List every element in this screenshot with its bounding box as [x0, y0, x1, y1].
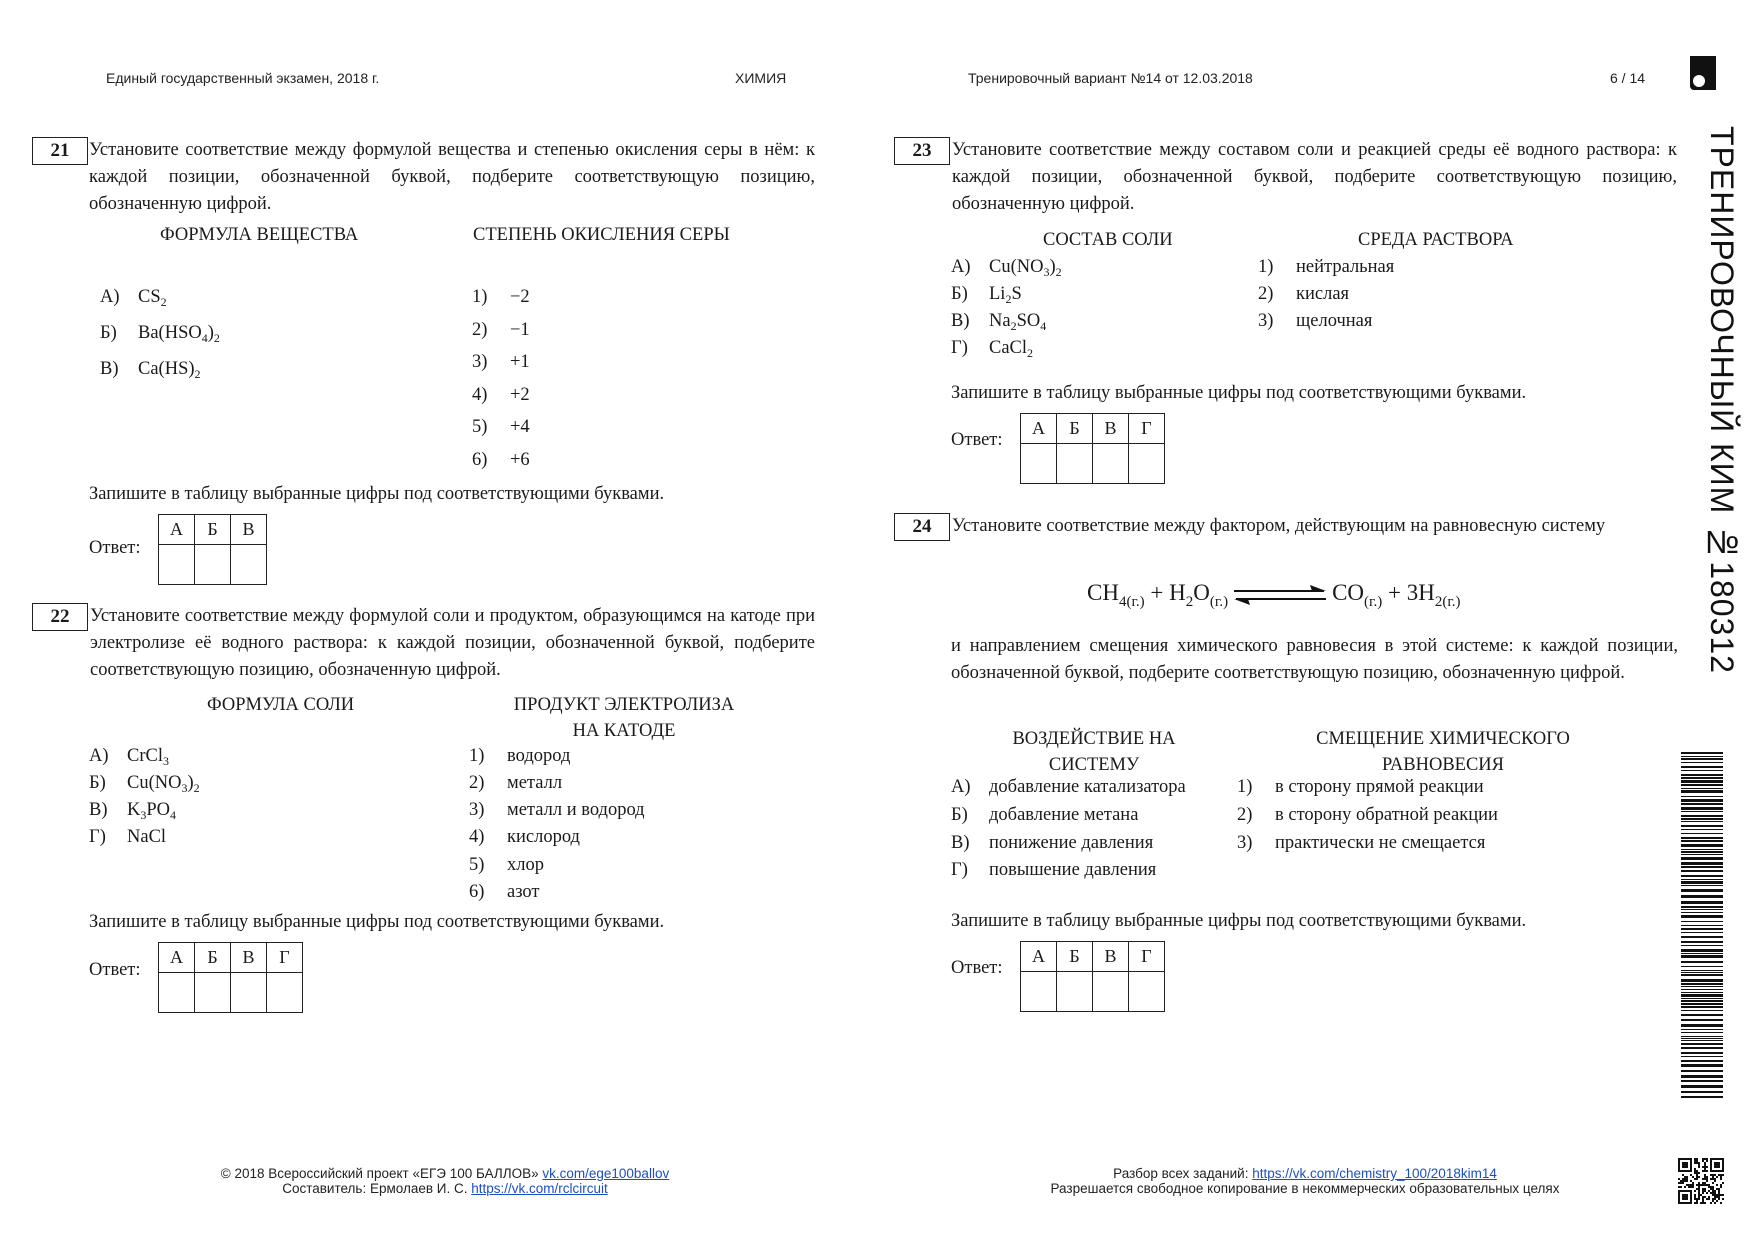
answer-column-head: Г [267, 943, 303, 973]
qr-code-icon [1678, 1158, 1724, 1204]
letter-option: А) $CS_2$ [100, 287, 167, 309]
answer-column-head: Б [1057, 414, 1093, 444]
task-text: Установите соответствие между формулой соли и продуктом, образующимся на катоде при электролизе её водного раствора: к каждой позиции, обозначенной буквой, подберите соответствующую позицию, обозначенную цифрой. [90, 606, 815, 680]
letter-option: Б) $Li_2S$ [951, 284, 1022, 306]
header-subject: ХИМИЯ [735, 70, 787, 86]
task-number: 22 [32, 603, 88, 631]
instruction-text: Запишите в таблицу выбранные цифры под соответствующими буквами. [89, 484, 665, 504]
answer-table [1020, 941, 1165, 1012]
number-option: 4) кислород [469, 827, 580, 847]
left-column-head: СОСТАВ СОЛИ [1043, 230, 1173, 250]
answer-cell[interactable] [159, 545, 195, 585]
answer-label: Ответ: [951, 958, 1003, 978]
footer-right [1020, 1166, 1590, 1196]
task-number: 23 [894, 137, 950, 165]
instruction-text: Запишите в таблицу выбранные цифры под соответствующими буквами. [951, 383, 1527, 403]
number-option: 3) металл и водород [469, 800, 645, 820]
answer-column-head: В [231, 515, 267, 545]
number-option: 1) водород [469, 746, 571, 766]
footer-link-group[interactable]: vk.com/ege100ballov [542, 1166, 670, 1181]
answer-column-head: Б [1057, 942, 1093, 972]
answer-cell[interactable] [267, 973, 303, 1013]
instruction-text: Запишите в таблицу выбранные цифры под соответствующими буквами. [951, 911, 1527, 931]
right-column-head: ПРОДУКТ ЭЛЕКТРОЛИЗА НА КАТОДЕ [513, 695, 735, 741]
number-option: 2) в сторону обратной реакции [1237, 805, 1498, 825]
answer-cell[interactable] [1129, 444, 1165, 484]
footer-analysis-label: Разбор всех заданий: [1113, 1166, 1249, 1181]
side-title: ТРЕНИРОВОЧНЫЙ КИМ №180312 [1704, 126, 1740, 674]
barcode-icon [1681, 752, 1723, 1100]
answer-cell[interactable] [231, 545, 267, 585]
answer-column-head: В [1093, 942, 1129, 972]
answer-column-head: Г [1129, 414, 1165, 444]
answer-table [158, 942, 303, 1013]
answer-table [158, 514, 267, 585]
task-text: Установите соответствие между составом соли и реакцией среды её водного раствора: к каждой позиции, обозначенной буквой, подберите соответствующую позицию, обозначенную цифрой. [952, 140, 1677, 214]
answer-column-head: Г [1129, 942, 1165, 972]
letter-option: В) понижение давления [951, 833, 1154, 853]
header-exam: Единый государственный экзамен, 2018 г. [106, 70, 380, 86]
answer-cell[interactable] [1093, 444, 1129, 484]
answer-cell[interactable] [195, 973, 231, 1013]
task-number: 21 [32, 137, 88, 165]
letter-option: Б) $Cu(NO_3)_2$ [89, 773, 200, 795]
answer-column-head: В [231, 943, 267, 973]
right-column-head: СРЕДА РАСТВОРА [1358, 230, 1514, 250]
footer-copyright: © 2018 Всероссийский проект «ЕГЭ 100 БАЛЛОВ» [220, 1166, 539, 1181]
footer-link-author[interactable]: https://vk.com/rclcircuit [471, 1181, 608, 1196]
footer-author: Составитель: Ермолаев И. С. [282, 1181, 468, 1196]
task-number: 24 [894, 513, 950, 541]
number-option: 1) в сторону прямой реакции [1237, 777, 1484, 797]
right-column-head: СТЕПЕНЬ ОКИСЛЕНИЯ СЕРЫ [473, 225, 730, 245]
corner-marker-icon [1690, 56, 1716, 90]
number-option: 6) +6 [472, 450, 530, 470]
answer-cell[interactable] [159, 973, 195, 1013]
answer-column-head: Б [195, 515, 231, 545]
letter-option: Г) CaCl$_2$ [951, 338, 1034, 360]
answer-cell[interactable] [1021, 444, 1057, 484]
letter-option: В) $K_3PO_4$ [89, 800, 177, 822]
number-option: 5) +4 [472, 417, 530, 437]
chemical-equation: $CH_{4(г.)} + H_2O_{(г.)}$ $CO_{(г.)} + 3H_{2(г.)}$ [1087, 580, 1461, 610]
answer-column-head: А [1021, 414, 1057, 444]
task-text: Установите соответствие между формулой вещества и степенью окисления серы в нём: к каждой позиции, обозначенной буквой, подберите соответствующую позицию, обозначенную цифрой. [89, 140, 815, 214]
header-page-number: 6 / 14 [1610, 70, 1646, 86]
answer-label: Ответ: [89, 960, 141, 980]
number-option: 3) щелочная [1258, 311, 1373, 331]
number-option: 2) −1 [472, 320, 530, 340]
answer-column-head: Б [195, 943, 231, 973]
answer-label: Ответ: [89, 538, 141, 558]
instruction-text: Запишите в таблицу выбранные цифры под соответствующими буквами. [89, 912, 665, 932]
letter-option: А) добавление катализатора [951, 777, 1186, 797]
answer-cell[interactable] [195, 545, 231, 585]
answer-table [1020, 413, 1165, 484]
footer-link-analysis[interactable]: https://vk.com/chemistry_100/2018kim14 [1252, 1166, 1497, 1181]
footer-left [200, 1166, 690, 1196]
answer-column-head: А [1021, 942, 1057, 972]
number-option: 3) +1 [472, 352, 530, 372]
letter-option: Г) NaCl [89, 827, 167, 847]
letter-option: А) $Cu(NO_3)_2$ [951, 257, 1062, 279]
equilibrium-arrow-icon [1232, 584, 1328, 606]
letter-option: Б) $Ba(HSO_4)_2$ [100, 323, 220, 345]
number-option: 1) нейтральная [1258, 257, 1395, 277]
answer-cell[interactable] [1129, 972, 1165, 1012]
answer-cell[interactable] [1057, 972, 1093, 1012]
answer-column-head: А [159, 515, 195, 545]
letter-option: В) $Na_2SO_4$ [951, 311, 1047, 333]
left-column-head: ФОРМУЛА СОЛИ [207, 695, 355, 715]
answer-cell[interactable] [231, 973, 267, 1013]
number-option: 3) практически не смещается [1237, 833, 1486, 853]
answer-column-head: В [1093, 414, 1129, 444]
left-column-head: ФОРМУЛА ВЕЩЕСТВА [160, 225, 359, 245]
task-text: и направлением смещения химического равновесия в этой системе: к каждой позиции, обозначенной буквой, подберите соответствующую позицию, обозначенную цифрой. [951, 636, 1678, 683]
letter-option: А) CrCl$_3$ [89, 746, 169, 768]
answer-cell[interactable] [1021, 972, 1057, 1012]
header-variant: Тренировочный вариант №14 от 12.03.2018 [968, 70, 1253, 86]
right-column-head: СМЕЩЕНИЕ ХИМИЧЕСКОГО РАВНОВЕСИЯ [1316, 729, 1570, 775]
number-option: 1) −2 [472, 287, 530, 307]
footer-license: Разрешается свободное копирование в некоммерческих образовательных целях [1050, 1181, 1560, 1196]
left-column-head: ВОЗДЕЙСТВИЕ НА СИСТЕМУ [1012, 729, 1176, 775]
answer-label: Ответ: [951, 430, 1003, 450]
task-text: Установите соответствие между фактором, действующим на равновесную систему [952, 516, 1606, 536]
answer-column-head: А [159, 943, 195, 973]
letter-option: В) $Ca(HS)_2$ [100, 359, 201, 381]
answer-cell[interactable] [1093, 972, 1129, 1012]
letter-option: Г) повышение давления [951, 860, 1157, 880]
number-option: 2) металл [469, 773, 563, 793]
answer-cell[interactable] [1057, 444, 1093, 484]
letter-option: Б) добавление метана [951, 805, 1139, 825]
number-option: 5) хлор [469, 855, 544, 875]
number-option: 6) азот [469, 882, 540, 902]
number-option: 2) кислая [1258, 284, 1350, 304]
number-option: 4) +2 [472, 385, 530, 405]
